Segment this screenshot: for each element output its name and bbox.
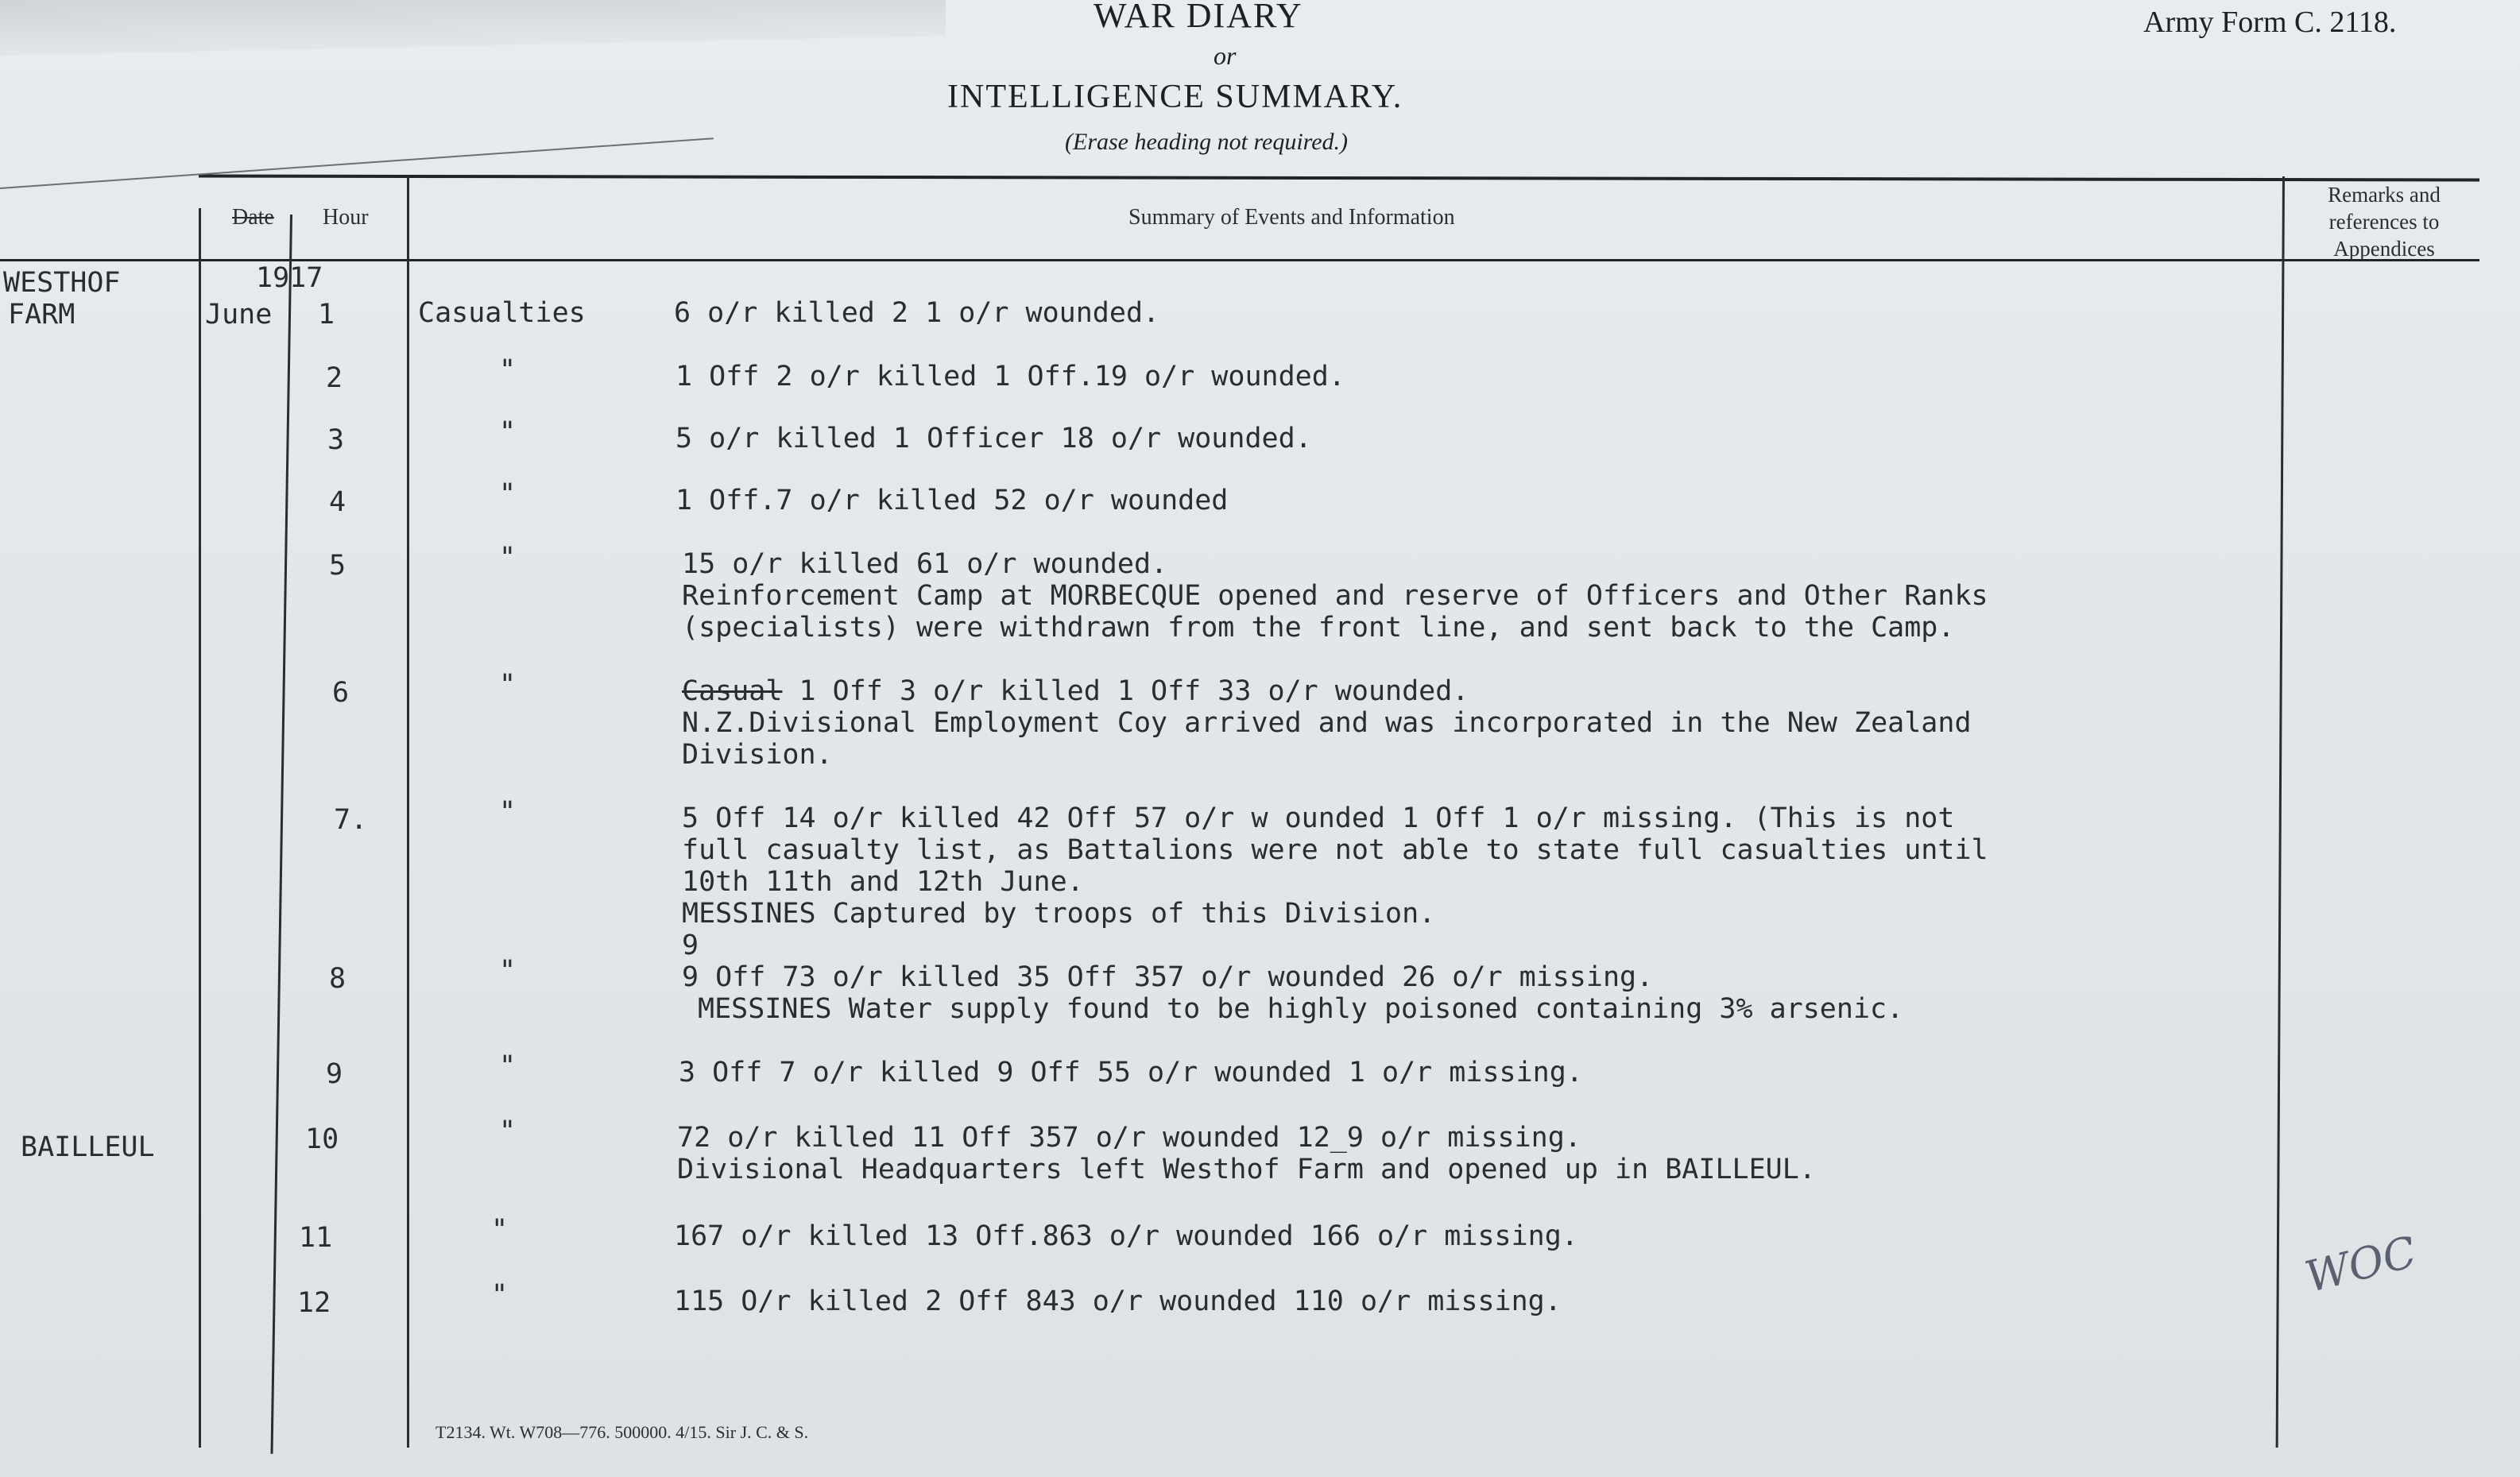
entry-line: 10th 11th and 12th June.: [682, 866, 1084, 898]
entry-line: 9 Off 73 o/r killed 35 Off 357 o/r wounded 26 o/r missing.: [682, 961, 1654, 993]
entry-day: 11: [299, 1222, 333, 1254]
entry-line: [682, 675, 1469, 707]
entry-day: 3: [327, 424, 345, 456]
ditto-mark: ": [499, 1050, 517, 1082]
column-header-date: Date: [232, 205, 274, 230]
entry-day: 9: [326, 1058, 343, 1090]
ditto-mark: ": [499, 1115, 517, 1147]
printer-imprint: T2134. Wt. W708—776. 500000. 4/15. Sir J. C. & S.: [435, 1422, 809, 1442]
place-farm: FARM: [8, 299, 75, 331]
title-or: or: [1214, 41, 1237, 70]
entry-day: 7.: [334, 804, 368, 836]
entry-day: 6: [332, 677, 350, 709]
entry-line: (specialists) were withdrawn from the front line, and sent back to the Camp.: [682, 612, 1955, 644]
ditto-mark: ": [499, 955, 517, 987]
page-subtitle: INTELLIGENCE SUMMARY.: [947, 79, 1403, 115]
entry-line: 167 o/r killed 13 Off.863 o/r wounded 166 o/r missing.: [674, 1220, 1578, 1252]
entry-line: 6 o/r killed 2 1 o/r wounded.: [674, 297, 1160, 329]
place-westhof: WESTHOF: [3, 267, 121, 299]
ditto-mark: ": [499, 478, 517, 510]
entry-day: 10: [305, 1123, 339, 1155]
ditto-mark: ": [491, 1279, 509, 1311]
army-form-number: Army Form C. 2118.: [2143, 6, 2397, 39]
column-header-hour: Hour: [323, 205, 369, 230]
ditto-mark: ": [499, 796, 517, 828]
entry-line: 15 o/r killed 61 o/r wounded.: [682, 548, 1168, 580]
month: June: [205, 299, 273, 331]
column-rule-remarks: [2276, 176, 2285, 1448]
column-rule-date: [270, 215, 292, 1454]
entry-day: 2: [326, 362, 343, 394]
entry-line: MESSINES Water supply found to be highly poisoned containing 3% arsenic.: [698, 993, 1904, 1025]
column-header-summary: Summary of Events and Information: [1128, 205, 1455, 230]
entry-line: 9: [682, 930, 699, 961]
header-skew-rule: [0, 137, 714, 189]
entry-line: Division.: [682, 739, 833, 771]
casualties-label: Casualties: [418, 297, 586, 329]
ditto-mark: ": [491, 1214, 509, 1246]
folded-page-edge: [0, 0, 946, 56]
entry-line: 5 Off 14 o/r killed 42 Off 57 o/r w ounded 1 Off 1 o/r missing. (This is not: [682, 802, 1955, 834]
column-rule-hour: [407, 176, 409, 1448]
page-title: WAR DIARY: [1094, 0, 1303, 35]
entry-day: 5: [329, 550, 346, 582]
header-bottom-rule: [0, 259, 2479, 261]
handwritten-initials: WOC: [2300, 1226, 2421, 1303]
place-bailleul: BAILLEUL: [21, 1131, 155, 1163]
struck-word: Casual: [682, 675, 783, 707]
entry-line: 1 Off.7 o/r killed 52 o/r wounded: [675, 485, 1229, 516]
entry-line: 5 o/r killed 1 Officer 18 o/r wounded.: [675, 423, 1312, 454]
entry-day: 1: [318, 299, 335, 331]
entry-line: Divisional Headquarters left Westhof Farm and opened up in BAILLEUL.: [677, 1154, 1816, 1185]
year: 1917: [256, 262, 323, 294]
ditto-mark: ": [499, 542, 517, 574]
ditto-mark: ": [499, 669, 517, 701]
header-top-rule: [199, 174, 2479, 181]
entry-line: full casualty list, as Battalions were not able to state full casualties until: [682, 834, 1988, 866]
entry-line: 1 Off 2 o/r killed 1 Off.19 o/r wounded.: [675, 361, 1345, 392]
entry-line: Reinforcement Camp at MORBECQUE opened and reserve of Officers and Other Ranks: [682, 580, 1988, 612]
erase-note: (Erase heading not required.): [1065, 129, 1349, 155]
ditto-mark: ": [499, 354, 517, 386]
column-header-remarks: Remarks and references to Appendices: [2328, 183, 2441, 261]
entry-line: 115 O/r killed 2 Off 843 o/r wounded 110 o/r missing.: [674, 1286, 1562, 1317]
entry-line-text: 1 Off 3 o/r killed 1 Off 33 o/r wounded.: [782, 675, 1469, 707]
entry-line: 72 o/r killed 11 Off 357 o/r wounded 12_9 o/r missing.: [677, 1122, 1581, 1154]
entry-day: 8: [329, 963, 346, 995]
column-rule-place: [199, 208, 201, 1448]
entry-line: N.Z.Divisional Employment Coy arrived and was incorporated in the New Zealand: [682, 707, 1972, 739]
entry-line: MESSINES Captured by troops of this Division.: [682, 898, 1436, 930]
entry-day: 12: [297, 1287, 331, 1319]
entry-day: 4: [329, 486, 346, 518]
entry-line: 3 Off 7 o/r killed 9 Off 55 o/r wounded 1 o/r missing.: [679, 1057, 1583, 1088]
ditto-mark: ": [499, 416, 517, 448]
